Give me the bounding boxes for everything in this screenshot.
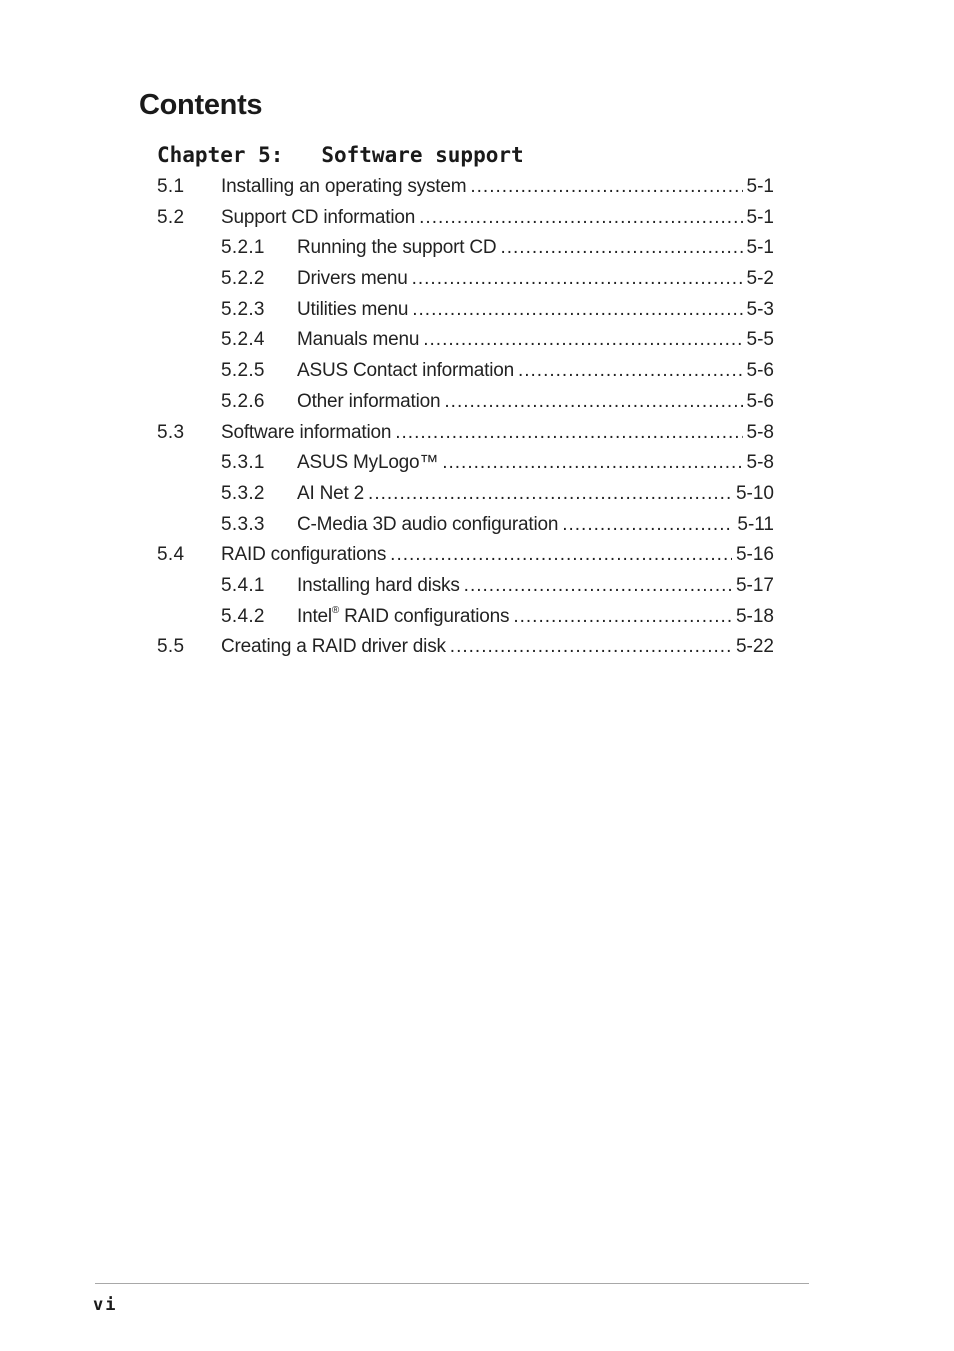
toc-subentry[interactable] bbox=[157, 233, 774, 264]
toc-subentry[interactable] bbox=[157, 387, 774, 418]
dot-leader bbox=[470, 172, 742, 202]
toc-entry-title: RAID configurations bbox=[221, 544, 387, 566]
toc-entry-page: 5-18 bbox=[735, 605, 774, 627]
dot-leader bbox=[423, 325, 742, 355]
toc-entry-number: 5.2 bbox=[157, 206, 185, 228]
toc-entry-title: Utilities menu bbox=[297, 298, 409, 320]
toc-subentry[interactable] bbox=[157, 448, 774, 479]
page-number: vi bbox=[93, 1295, 118, 1315]
dot-leader bbox=[368, 479, 732, 509]
toc-entry-number: 5.2.6 bbox=[221, 390, 265, 412]
toc-entry-title: Support CD information bbox=[221, 206, 416, 228]
toc-entry-number: 5.2.4 bbox=[221, 329, 265, 351]
toc-entry-page: 5-22 bbox=[735, 636, 774, 658]
toc-entry-page: 5-8 bbox=[746, 421, 774, 443]
toc-entry-page: 5-10 bbox=[735, 482, 774, 504]
toc-entry-title: Installing hard disks bbox=[297, 574, 460, 596]
toc-entry-title: Drivers menu bbox=[297, 268, 408, 290]
toc-entry-number: 5.4.2 bbox=[221, 605, 265, 627]
dot-leader bbox=[500, 233, 742, 263]
toc-entry-page: 5-8 bbox=[746, 452, 774, 474]
toc-entry-page: 5-6 bbox=[746, 390, 774, 412]
dot-leader bbox=[442, 448, 742, 478]
toc-entry-title: AI Net 2 bbox=[297, 482, 365, 504]
toc-entry-title-part: Intel bbox=[297, 605, 332, 627]
registered-mark: ® bbox=[331, 604, 340, 616]
toc-entry-page: 5-1 bbox=[746, 176, 774, 197]
toc-entry-number: 5.2.2 bbox=[221, 268, 265, 290]
dot-leader bbox=[450, 632, 732, 662]
toc-entry-title: Software information bbox=[221, 421, 392, 443]
toc-entry-number: 5.2.5 bbox=[221, 360, 265, 382]
dot-leader bbox=[518, 356, 743, 386]
toc-entry-title: C-Media 3D audio configuration bbox=[297, 513, 559, 535]
toc-entry-number: 5.1 bbox=[157, 176, 185, 197]
dot-leader bbox=[513, 602, 732, 632]
toc-subentry[interactable] bbox=[157, 356, 774, 387]
toc-entry-page: 5-1 bbox=[746, 206, 774, 228]
toc-entry-title: Other information bbox=[297, 390, 441, 412]
toc-subentry[interactable] bbox=[157, 571, 774, 602]
toc-entry-page: 5-5 bbox=[746, 329, 774, 351]
toc-entry-number: 5.5 bbox=[157, 636, 185, 658]
toc-entry-page: 5-16 bbox=[735, 544, 774, 566]
page-title: Contents bbox=[139, 89, 263, 121]
toc-entry-page: 5-17 bbox=[735, 574, 774, 596]
toc-subentry[interactable] bbox=[157, 264, 774, 295]
toc-entry-title: Installing an operating system bbox=[221, 176, 467, 197]
toc-subentry[interactable] bbox=[157, 510, 774, 541]
dot-leader bbox=[444, 387, 742, 417]
toc-entry-title: ASUS Contact information bbox=[297, 360, 514, 382]
toc-entry-number: 5.4 bbox=[157, 544, 185, 566]
toc-entry-number: 5.4.1 bbox=[221, 574, 265, 596]
toc-entry-number: 5.3.2 bbox=[221, 482, 265, 504]
toc-entry-page: 5-11 bbox=[737, 513, 774, 535]
dot-leader bbox=[390, 540, 732, 570]
toc-entry-title: Running the support CD bbox=[297, 237, 497, 259]
toc-entry[interactable] bbox=[157, 418, 774, 449]
table-of-contents bbox=[157, 172, 774, 663]
toc-subentry[interactable] bbox=[157, 479, 774, 510]
toc-entry[interactable] bbox=[157, 172, 774, 203]
chapter-heading: Chapter 5: Software support bbox=[157, 143, 524, 167]
toc-subentry[interactable] bbox=[157, 602, 774, 633]
toc-entry-number: 5.2.1 bbox=[221, 237, 265, 259]
dot-leader bbox=[395, 418, 742, 448]
toc-entry-number: 5.3.3 bbox=[221, 513, 265, 535]
dot-leader bbox=[464, 571, 732, 601]
toc-entry-number: 5.3.1 bbox=[221, 452, 265, 474]
toc-entry-title: Creating a RAID driver disk bbox=[221, 636, 446, 658]
toc-entry-page: 5-1 bbox=[746, 237, 774, 259]
dot-leader bbox=[419, 203, 742, 233]
toc-entry-title bbox=[297, 602, 509, 632]
toc-entry-number: 5.2.3 bbox=[221, 298, 265, 320]
footer-divider bbox=[95, 1283, 809, 1284]
toc-subentry[interactable] bbox=[157, 325, 774, 356]
dot-leader bbox=[412, 295, 742, 325]
toc-entry[interactable] bbox=[157, 632, 774, 663]
toc-entry-title: ASUS MyLogo™ bbox=[297, 452, 439, 474]
toc-entry-title-part: RAID configurations bbox=[339, 605, 510, 627]
toc-entry-page: 5-3 bbox=[746, 298, 774, 320]
dot-leader bbox=[562, 510, 733, 540]
toc-entry[interactable] bbox=[157, 540, 774, 571]
toc-entry[interactable] bbox=[157, 203, 774, 234]
toc-entry-page: 5-6 bbox=[746, 360, 774, 382]
toc-entry-page: 5-2 bbox=[746, 268, 774, 290]
dot-leader bbox=[412, 264, 743, 294]
toc-entry-number: 5.3 bbox=[157, 421, 185, 443]
toc-entry-title: Manuals menu bbox=[297, 329, 420, 351]
toc-subentry[interactable] bbox=[157, 295, 774, 326]
